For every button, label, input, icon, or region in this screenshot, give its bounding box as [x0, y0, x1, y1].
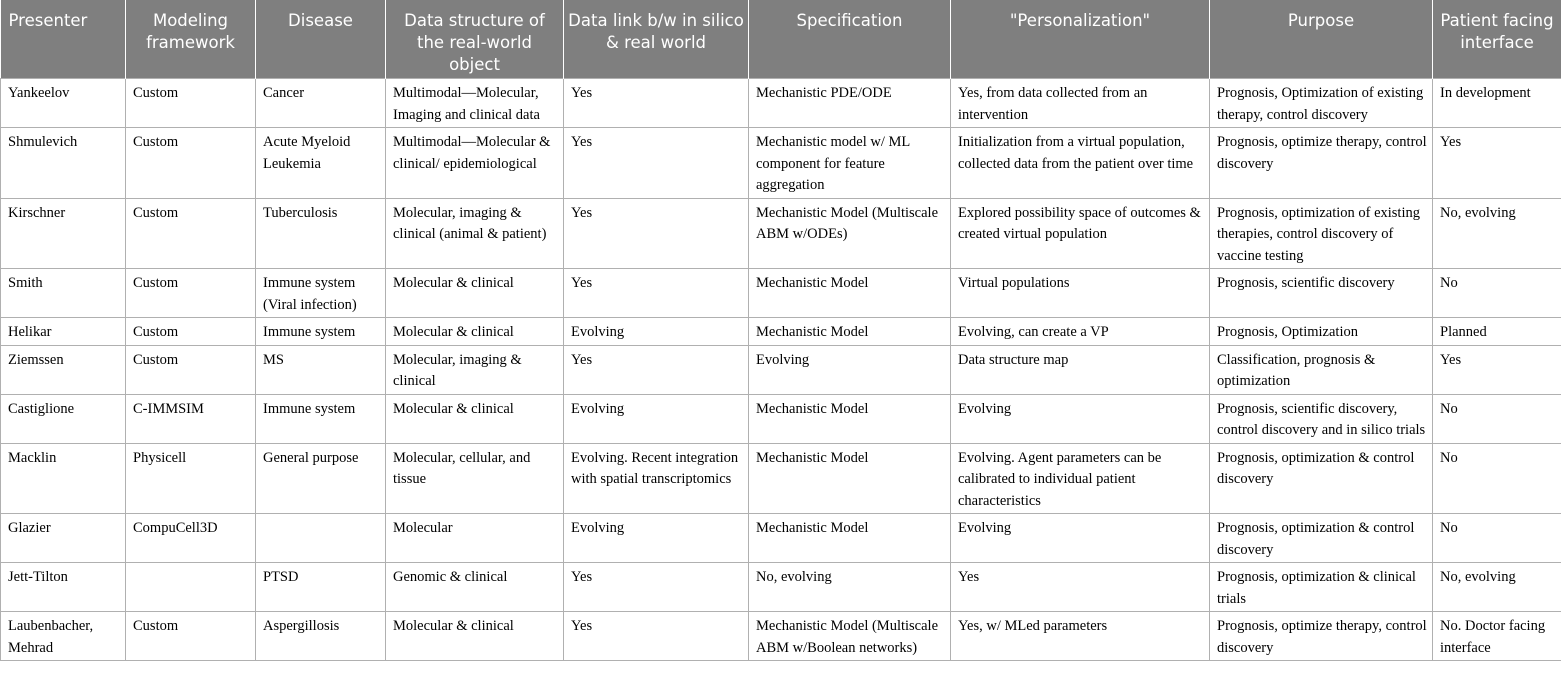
cell-data-structure: Molecular, imaging & clinical: [386, 345, 564, 394]
table-row: [1, 198, 1561, 269]
cell-patient-facing-interface: In development: [1433, 79, 1561, 128]
cell-purpose: Prognosis, optimization of existing therapies, control discovery of vaccine testing: [1210, 198, 1433, 269]
cell-patient-facing-interface: Yes: [1433, 345, 1561, 394]
cell-data-link: Evolving: [564, 394, 749, 443]
cell-disease: Acute Myeloid Leukemia: [256, 128, 386, 199]
cell-personalization: Evolving: [951, 514, 1210, 563]
cell-modeling-framework: Custom: [126, 128, 256, 199]
cell-presenter: Shmulevich: [1, 128, 126, 199]
cell-data-link: Yes: [564, 612, 749, 661]
cell-patient-facing-interface: No: [1433, 394, 1561, 443]
cell-data-link: Yes: [564, 563, 749, 612]
cell-specification: No, evolving: [749, 563, 951, 612]
cell-presenter: Smith: [1, 269, 126, 318]
cell-specification: Mechanistic model w/ ML component for feature aggregation: [749, 128, 951, 199]
cell-modeling-framework: Custom: [126, 318, 256, 346]
table-row: [1, 345, 1561, 394]
cell-specification: Mechanistic Model (Multiscale ABM w/ODEs): [749, 198, 951, 269]
cell-specification: Mechanistic PDE/ODE: [749, 79, 951, 128]
cell-data-link: Yes: [564, 79, 749, 128]
header-personalization: "Personalization": [951, 0, 1210, 79]
cell-data-structure: Molecular & clinical: [386, 612, 564, 661]
cell-specification: Mechanistic Model: [749, 394, 951, 443]
header-row: [1, 0, 1561, 79]
cell-presenter: Jett-Tilton: [1, 563, 126, 612]
cell-purpose: Classification, prognosis & optimization: [1210, 345, 1433, 394]
table-row: [1, 318, 1561, 346]
cell-presenter: Laubenbacher, Mehrad: [1, 612, 126, 661]
cell-patient-facing-interface: No. Doctor facing interface: [1433, 612, 1561, 661]
cell-purpose: Prognosis, optimization & clinical trials: [1210, 563, 1433, 612]
header-disease: Disease: [256, 0, 386, 79]
cell-presenter: Yankeelov: [1, 79, 126, 128]
cell-modeling-framework: [126, 563, 256, 612]
cell-data-structure: Molecular & clinical: [386, 269, 564, 318]
header-modeling-framework: Modeling framework: [126, 0, 256, 79]
cell-presenter: Glazier: [1, 514, 126, 563]
cell-presenter: Ziemssen: [1, 345, 126, 394]
cell-personalization: Yes: [951, 563, 1210, 612]
header-purpose: Purpose: [1210, 0, 1433, 79]
cell-disease: [256, 514, 386, 563]
cell-data-link: Evolving: [564, 318, 749, 346]
cell-specification: Mechanistic Model: [749, 443, 951, 514]
cell-modeling-framework: Custom: [126, 345, 256, 394]
cell-disease: Aspergillosis: [256, 612, 386, 661]
cell-purpose: Prognosis, scientific discovery: [1210, 269, 1433, 318]
cell-disease: PTSD: [256, 563, 386, 612]
cell-personalization: Initialization from a virtual population, collected data from the patient over time: [951, 128, 1210, 199]
cell-data-structure: Multimodal—Molecular & clinical/ epidemiological: [386, 128, 564, 199]
cell-data-link: Yes: [564, 128, 749, 199]
cell-presenter: Macklin: [1, 443, 126, 514]
cell-purpose: Prognosis, optimization & control discovery: [1210, 443, 1433, 514]
cell-specification: Mechanistic Model (Multiscale ABM w/Boolean networks): [749, 612, 951, 661]
header-presenter: Presenter: [1, 0, 126, 79]
cell-patient-facing-interface: Planned: [1433, 318, 1561, 346]
cell-data-structure: Molecular, imaging & clinical (animal & patient): [386, 198, 564, 269]
table-row: [1, 269, 1561, 318]
cell-patient-facing-interface: Yes: [1433, 128, 1561, 199]
table-row: [1, 514, 1561, 563]
cell-purpose: Prognosis, scientific discovery, control discovery and in silico trials: [1210, 394, 1433, 443]
cell-data-link: Yes: [564, 345, 749, 394]
cell-personalization: Yes, from data collected from an intervention: [951, 79, 1210, 128]
header-data-link: Data link b/w in silico & real world: [564, 0, 749, 79]
cell-disease: Immune system (Viral infection): [256, 269, 386, 318]
table-row: [1, 443, 1561, 514]
cell-patient-facing-interface: No, evolving: [1433, 198, 1561, 269]
cell-specification: Mechanistic Model: [749, 318, 951, 346]
cell-patient-facing-interface: No: [1433, 269, 1561, 318]
cell-personalization: Explored possibility space of outcomes & created virtual population: [951, 198, 1210, 269]
header-specification: Specification: [749, 0, 951, 79]
cell-data-structure: Genomic & clinical: [386, 563, 564, 612]
cell-patient-facing-interface: No: [1433, 514, 1561, 563]
cell-modeling-framework: Custom: [126, 79, 256, 128]
table-row: [1, 79, 1561, 128]
header-data-structure: Data structure of the real-world object: [386, 0, 564, 79]
cell-disease: Cancer: [256, 79, 386, 128]
cell-presenter: Castiglione: [1, 394, 126, 443]
cell-presenter: Helikar: [1, 318, 126, 346]
table-row: [1, 394, 1561, 443]
cell-purpose: Prognosis, Optimization: [1210, 318, 1433, 346]
table-row: [1, 612, 1561, 661]
cell-data-structure: Molecular & clinical: [386, 318, 564, 346]
cell-purpose: Prognosis, optimize therapy, control discovery: [1210, 612, 1433, 661]
cell-data-link: Evolving. Recent integration with spatial transcriptomics: [564, 443, 749, 514]
table-row: [1, 563, 1561, 612]
cell-disease: General purpose: [256, 443, 386, 514]
cell-data-structure: Molecular & clinical: [386, 394, 564, 443]
cell-modeling-framework: Custom: [126, 612, 256, 661]
table-row: [1, 128, 1561, 199]
cell-personalization: Evolving, can create a VP: [951, 318, 1210, 346]
cell-disease: Immune system: [256, 394, 386, 443]
cell-specification: Mechanistic Model: [749, 514, 951, 563]
cell-data-link: Yes: [564, 269, 749, 318]
cell-data-structure: Multimodal—Molecular, Imaging and clinical data: [386, 79, 564, 128]
cell-data-link: Evolving: [564, 514, 749, 563]
cell-data-structure: Molecular: [386, 514, 564, 563]
cell-disease: Tuberculosis: [256, 198, 386, 269]
cell-personalization: Evolving: [951, 394, 1210, 443]
cell-patient-facing-interface: No, evolving: [1433, 563, 1561, 612]
cell-modeling-framework: Custom: [126, 269, 256, 318]
cell-disease: MS: [256, 345, 386, 394]
cell-personalization: Evolving. Agent parameters can be calibrated to individual patient characteristics: [951, 443, 1210, 514]
header-patient-facing-interface: Patient facing interface: [1433, 0, 1561, 79]
cell-data-structure: Molecular, cellular, and tissue: [386, 443, 564, 514]
cell-specification: Mechanistic Model: [749, 269, 951, 318]
cell-patient-facing-interface: No: [1433, 443, 1561, 514]
cell-purpose: Prognosis, Optimization of existing therapy, control discovery: [1210, 79, 1433, 128]
cell-modeling-framework: Custom: [126, 198, 256, 269]
cell-disease: Immune system: [256, 318, 386, 346]
cell-modeling-framework: Physicell: [126, 443, 256, 514]
cell-personalization: Virtual populations: [951, 269, 1210, 318]
cell-personalization: Data structure map: [951, 345, 1210, 394]
cell-purpose: Prognosis, optimization & control discovery: [1210, 514, 1433, 563]
cell-modeling-framework: CompuCell3D: [126, 514, 256, 563]
cell-data-link: Yes: [564, 198, 749, 269]
cell-presenter: Kirschner: [1, 198, 126, 269]
cell-purpose: Prognosis, optimize therapy, control discovery: [1210, 128, 1433, 199]
cell-modeling-framework: C-IMMSIM: [126, 394, 256, 443]
cell-specification: Evolving: [749, 345, 951, 394]
cell-personalization: Yes, w/ MLed parameters: [951, 612, 1210, 661]
